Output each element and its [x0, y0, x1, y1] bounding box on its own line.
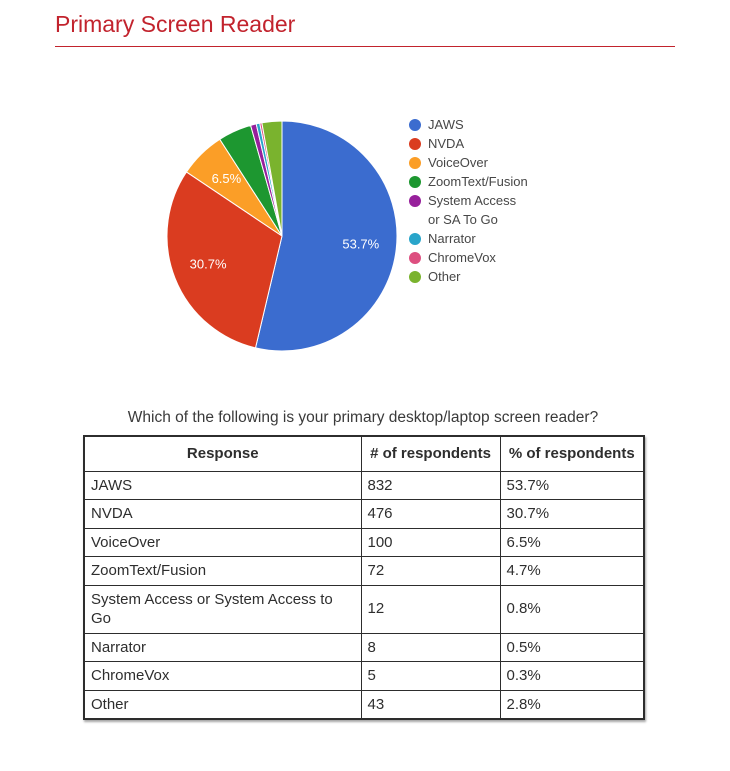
table-cell: ChromeVox [84, 662, 361, 691]
legend-label: JAWS [428, 117, 464, 132]
table-row-nvda [84, 500, 644, 529]
table-cell: VoiceOver [84, 528, 361, 557]
table-cell: 476 [361, 500, 500, 529]
legend-label: System Access or SA To Go [428, 193, 517, 227]
table-cell: 0.3% [500, 662, 644, 691]
legend-item-chromevox [409, 248, 531, 267]
pie-slice-label: 53.7% [342, 236, 380, 252]
table-row-zoomtext-fusion [84, 557, 644, 586]
table-cell: 5 [361, 662, 500, 691]
legend-swatch-icon [409, 252, 421, 264]
page-title: Primary Screen Reader [55, 11, 296, 37]
legend-label: ChromeVox [428, 250, 496, 265]
chart-legend [409, 115, 531, 286]
legend-label: NVDA [428, 136, 465, 151]
legend-item-voiceover [409, 153, 531, 172]
legend-swatch-icon [409, 233, 421, 245]
column-header-response: Response [84, 436, 361, 471]
legend-swatch-icon [409, 157, 421, 169]
legend-swatch-icon [409, 119, 421, 131]
table-row-chromevox [84, 662, 644, 691]
column-header-of-respondents: # of respondents [361, 436, 500, 471]
results-section [83, 409, 643, 720]
table-cell: 0.8% [500, 585, 644, 633]
table-row-voiceover [84, 528, 644, 557]
legend-swatch-icon [409, 195, 421, 207]
legend-item-zoomtext-fusion [409, 172, 531, 191]
table-cell: 100 [361, 528, 500, 557]
table-cell: 2.8% [500, 690, 644, 719]
table-row-jaws [84, 471, 644, 500]
column-header-of-respondents: % of respondents [500, 436, 644, 471]
legend-item-jaws [409, 115, 531, 134]
legend-swatch-icon [409, 176, 421, 188]
table-cell: JAWS [84, 471, 361, 500]
pie-slice-label: 6.5% [211, 170, 242, 186]
table-row-other [84, 690, 644, 719]
table-header-row [84, 436, 644, 471]
table-cell: 832 [361, 471, 500, 500]
table-cell: 4.7% [500, 557, 644, 586]
table-cell: System Access or System Access to Go [84, 585, 361, 633]
table-row-narrator [84, 633, 644, 662]
table-cell: Narrator [84, 633, 361, 662]
legend-item-other [409, 267, 531, 286]
table-cell: 72 [361, 557, 500, 586]
table-body [84, 471, 644, 719]
legend-item-nvda [409, 134, 531, 153]
results-table [83, 435, 645, 720]
legend-label: Other [428, 269, 461, 284]
table-cell: 53.7% [500, 471, 644, 500]
pie-chart [166, 120, 398, 352]
legend-label: ZoomText/Fusion [428, 174, 528, 189]
table-cell: 8 [361, 633, 500, 662]
table-head [84, 436, 644, 471]
table-cell: 0.5% [500, 633, 644, 662]
pie-slice-label: 30.7% [189, 256, 227, 272]
table-cell: 30.7% [500, 500, 644, 529]
table-caption: Which of the following is your primary desktop/laptop screen reader? [127, 409, 599, 426]
table-cell: 12 [361, 585, 500, 633]
table-cell: ZoomText/Fusion [84, 557, 361, 586]
legend-item-narrator [409, 229, 531, 248]
legend-item-system-access-or-sa-to-go [409, 191, 531, 229]
table-cell: 6.5% [500, 528, 644, 557]
table-cell: 43 [361, 690, 500, 719]
title-underline [55, 46, 675, 47]
legend-swatch-icon [409, 138, 421, 150]
legend-label: VoiceOver [428, 155, 488, 170]
table-cell: NVDA [84, 500, 361, 529]
table-cell: Other [84, 690, 361, 719]
table-row-system-access-or-system-access-to-go [84, 585, 644, 633]
legend-swatch-icon [409, 271, 421, 283]
legend-label: Narrator [428, 231, 476, 246]
